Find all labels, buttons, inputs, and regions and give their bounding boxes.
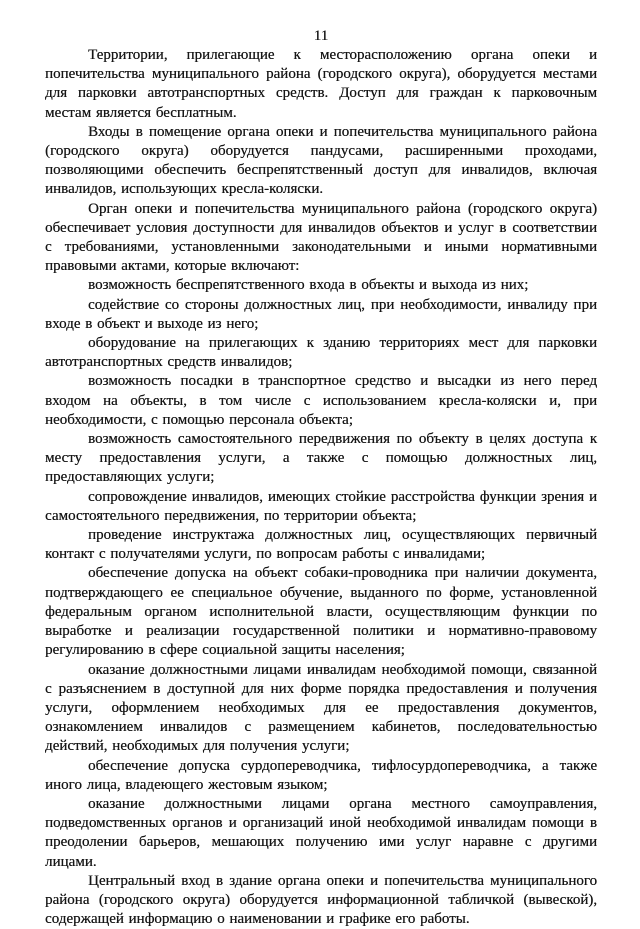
list-item-escort-vision-impaired: сопровождение инвалидов, имеющих стойкие расстройства функции зрения и самостоятельного передвижения, по территории объекта; <box>45 488 597 524</box>
list-item-officials-help-services: оказание должностными лицами инвалидам необходимой помощи, связанной с разъяснением в доступной для них форме порядка предоставления и получения услуги, оформлением необходимых для ее предоставления документов, ознакомлением инвалидов с размещением кабинетов, последовательностью действий, необходимых для получения услуги; <box>45 661 597 755</box>
list-item-guide-dog-access: обеспечение допуска на объект собаки-проводника при наличии документа, подтверждающего ее специальное обучение, выданного по форме, установленной федеральным органом исполнительной власти, осуществляющим функции по выработке и реализации государственной политики и нормативно-правовому регулированию в сфере социальной защиты населения; <box>45 565 597 659</box>
list-item-officials-assistance-entry: содействие со стороны должностных лиц, при необходимости, инвалиду при входе в объект и выходе из него; <box>45 296 597 332</box>
document-body <box>45 46 597 929</box>
list-item-vehicle-boarding: возможность посадки в транспортное средство и высадки из него перед входом на объекты, в том числе с использованием кресла-коляски и, при необходимости, с помощью персонала объекта; <box>45 373 597 428</box>
page-number: 11 <box>313 28 329 44</box>
list-item-sign-language-interpreter: обеспечение допуска сурдопереводчика, тифлосурдопереводчика, а также иного лица, владеющего жестовым языком; <box>45 757 597 793</box>
paragraph-entrances-ramps: Входы в помещение органа опеки и попечительства муниципального района (городского округа) оборудуется пандусами, расширенными проходами, позволяющими обеспечить беспрепятственный доступ для инвалидов, включая инвалидов, использующих кресла-коляски. <box>45 123 597 198</box>
list-item-staff-briefing: проведение инструктажа должностных лиц, осуществляющих первичный контакт с получателями услуги, по вопросам работы с инвалидами; <box>45 527 597 563</box>
paragraph-accessibility-conditions: Орган опеки и попечительства муниципального района (городского округа) обеспечивает условия доступности для инвалидов объектов и услуг в соответствии с требованиями, установленными законодательными и иными нормативными правовыми актами, которые включают: <box>45 200 597 275</box>
list-item-parking-spaces: оборудование на прилегающих к зданию территориях мест для парковки автотранспортных средств инвалидов; <box>45 335 597 371</box>
list-item-barrier-assistance: оказание должностными лицами органа местного самоуправления, подведомственных органов и организаций иной необходимой инвалидам помощи в преодолении барьеров, мешающих получению ими услуг наравне с другими лицами. <box>45 795 597 870</box>
paragraph-central-entrance-sign: Центральный вход в здание органа опеки и попечительства муниципального района (городского округа) оборудуется информационной табличкой (вывеской), содержащей информацию о наименовании и графике его работы. <box>45 872 597 928</box>
paragraph-territories-parking: Территории, прилегающие к месторасположению органа опеки и попечительства муниципального района (городского округа), оборудуется местами для парковки автотранспортных средств. Доступ для граждан к парковочным местам является бесплатным. <box>45 47 597 121</box>
list-item-independent-movement: возможность самостоятельного передвижения по объекту в целях доступа к месту предоставления услуги, а также с помощью должностных лиц, предоставляющих услуги; <box>45 431 597 486</box>
list-item-unimpeded-entry: возможность беспрепятственного входа в объекты и выхода из них; <box>88 277 529 294</box>
